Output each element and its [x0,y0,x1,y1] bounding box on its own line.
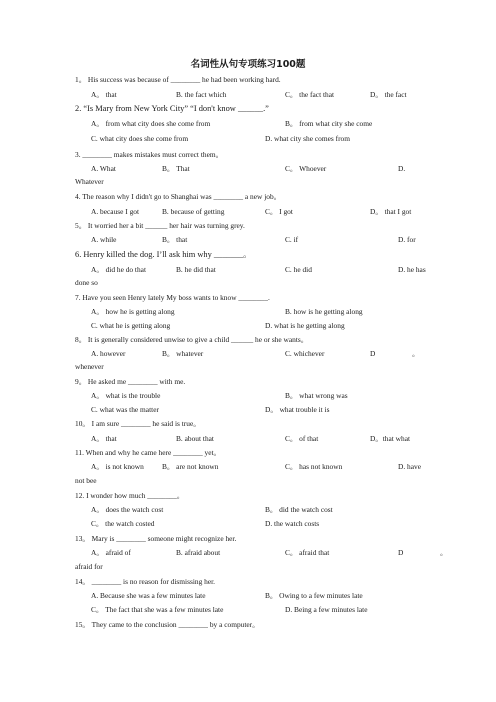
option-3c: C。 Whoever [285,164,327,173]
option-7c: C. what he is getting along [91,321,171,330]
question-11: 11. When and why he came here ________ yet。 [75,448,221,457]
option-10b: B. about that [176,434,214,443]
option-3d: D. [398,164,406,173]
question-15: 15。 They came to the conclusion ________ by a computer。 [75,620,260,629]
option-1d: D。 the fact [370,90,407,99]
option-12d: D. the watch costs [265,519,320,528]
question-13: 13。 Mary is ________ someone might recognize her. [75,534,237,543]
option-6d-cont: done so [75,278,98,287]
option-8a: A. however [91,349,126,358]
option-4c: C。 I got [265,207,293,216]
question-8: 8。 It is generally considered unwise to give a child ______ he or she wants。 [75,335,309,344]
option-2c: C. what city does she come from [91,134,189,143]
option-9c: C. what was the matter [91,405,159,414]
option-8d-mark: 。 [412,349,420,358]
option-10d: D。that what [370,434,411,443]
option-7b: B. how is he getting along [285,307,363,316]
option-4a: A. because I got [91,207,140,216]
page-title: 名词性从句专项练习100题 [190,59,306,70]
option-4b: B. because of getting [162,207,225,216]
option-3b: B。 That [162,164,190,173]
question-3: 3. ________ makes mistakes must correct them。 [75,150,223,159]
question-12: 12. I wonder how much ________。 [75,491,185,500]
option-14d: D. Being a few minutes late [285,605,368,614]
option-14a: A. Because she was a few minutes late [91,591,206,600]
option-6c: C. he did [285,265,312,274]
option-11a: A。 is not known [91,462,144,471]
option-9b: B。 what wrong was [285,391,348,400]
question-4: 4. The reason why I didn't go to Shanghai was ________ a new job。 [75,192,282,201]
option-12c: C。 the watch costed [91,519,155,528]
option-6d: D. he has [398,265,426,274]
option-11b: B。 are not known [162,462,219,471]
option-5b: B。 that [162,235,188,244]
question-10: 10。 I am sure ________ he said is true。 [75,419,201,428]
option-14c: C。 The fact that she was a few minutes late [91,605,224,614]
option-12b: B。 did the watch cost [265,505,333,514]
option-10c: C。 of that [285,434,319,443]
option-1b: B. the fact which [176,90,227,99]
option-3d-cont: Whatever [75,177,104,186]
option-2d: D. what city she comes from [265,134,350,143]
option-7a: A。 how he is getting along [91,307,175,316]
option-13c: C。 afraid that [285,548,330,557]
option-13d-mark: 。 [440,548,448,557]
option-6a: A。 did he do that [91,265,147,274]
option-5d: D. for [398,235,416,244]
option-11d: D. have [398,462,421,471]
option-5c: C. if [285,235,299,244]
option-5a: A. while [91,235,117,244]
question-9: 9。 He asked me ________ with me. [75,377,186,386]
question-5: 5。 It worried her a bit ______ her hair was turning grey. [75,221,245,230]
question-2: 2. “Is Mary from New York City” “I don't know ______.” [75,104,269,113]
question-1: 1。 His success was because of ________ he had been working hard. [75,75,281,84]
option-8c: C. whichever [285,349,325,358]
option-4d: D。 that I got [370,207,412,216]
option-11c: C。 has not known [285,462,343,471]
option-12a: A。 does the watch cost [91,505,164,514]
option-9d: D。 what trouble it is [265,405,330,414]
option-1c: C。 the fact that [285,90,335,99]
question-14: 14。 ________ is no reason for dismissing her. [75,577,216,586]
option-11d-cont: not bee [75,476,97,485]
option-14b: B。 Owing to a few minutes late [265,591,363,600]
option-13a: A。 afraid of [91,548,131,557]
option-13d-cont: afraid for [75,562,103,571]
option-10a: A。 that [91,434,117,443]
question-6: 6. Henry killed the dog. I’ll ask him why _______。 [75,250,252,259]
option-2b: B。 from what city she come [285,119,373,128]
option-1a: A。 that [91,90,117,99]
question-7: 7. Have you seen Henry lately My boss wants to know ________. [75,293,270,302]
option-7d: D. what is he getting along [265,321,345,330]
option-13d: D [398,548,404,557]
option-6b: B. he did that [176,265,216,274]
option-8b: B。 whatever [162,349,204,358]
option-8d: D [370,349,376,358]
option-3a: A. What [91,164,116,173]
option-2a: A。 from what city does she come from [91,119,211,128]
option-13b: B. afraid about [176,548,221,557]
option-9a: A。 what is the trouble [91,391,161,400]
option-8d-cont: whenever [75,362,104,371]
